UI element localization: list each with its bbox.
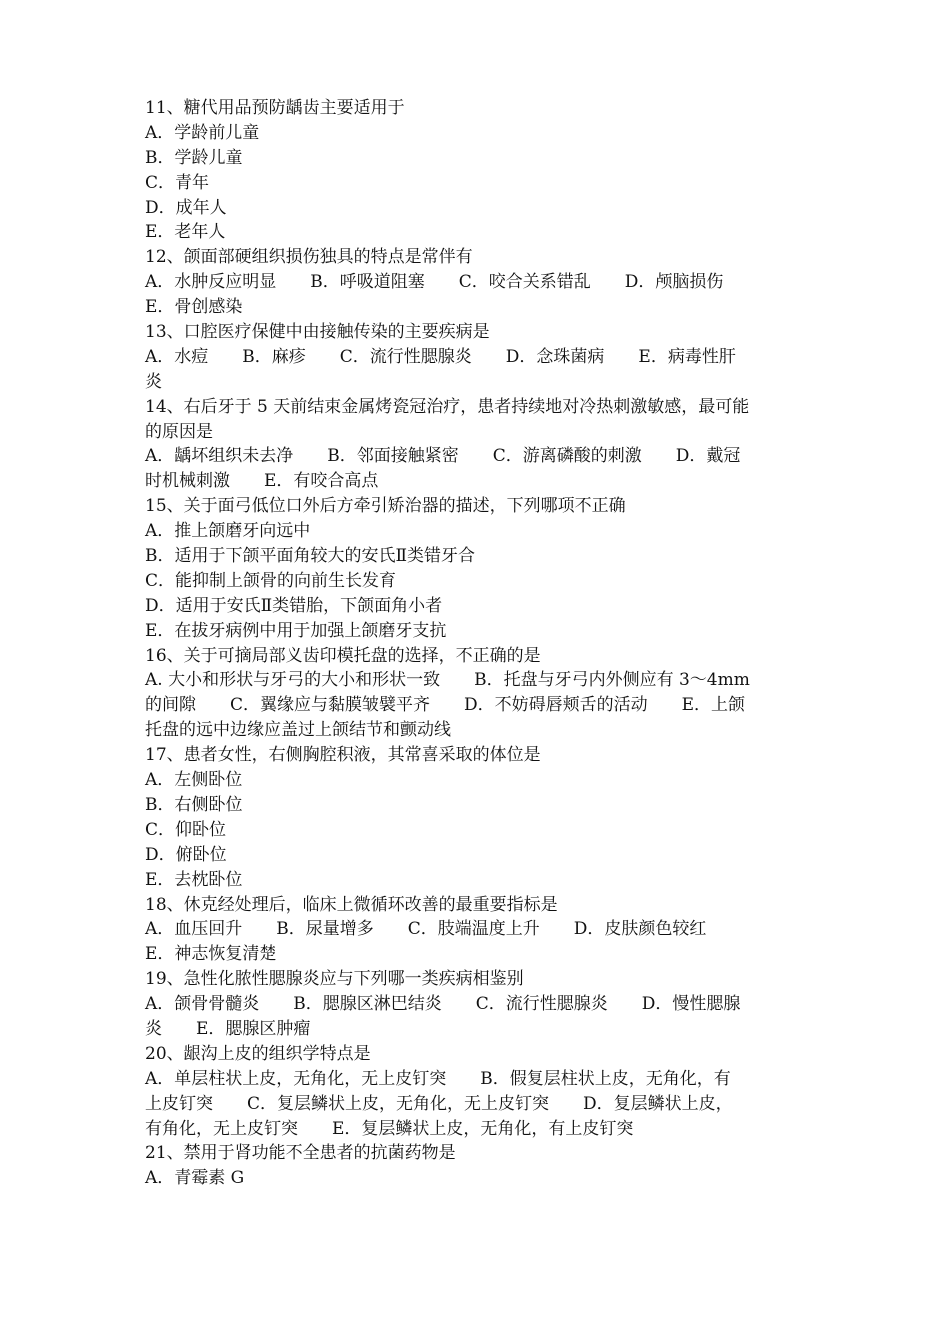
text-line: E．在拔牙病例中用于加强上颌磨牙支抗 [145, 620, 447, 641]
text-line: 时机械刺激 E．有咬合高点 [145, 471, 379, 492]
text-line: 19、急性化脓性腮腺炎应与下列哪一类疾病相鉴别 [145, 969, 524, 990]
text-line: A．左侧卧位 [145, 770, 243, 791]
text-line: A．龋坏组织未去净 B．邻面接触紧密 C．游离磷酸的刺激 D．戴冠 [145, 446, 741, 467]
text-line: C．青年 [145, 172, 210, 193]
text-line: 炎 [145, 371, 162, 392]
text-line: B．学龄儿童 [145, 147, 243, 168]
text-line: 13、口腔医疗保健中由接触传染的主要疾病是 [145, 322, 490, 343]
text-line: 16、关于可摘局部义齿印模托盘的选择，不正确的是 [145, 645, 541, 666]
text-line: D．适用于安氏Ⅱ类错胎，下颌面角小者 [145, 595, 443, 616]
text-line: E．老年人 [145, 222, 226, 243]
text-line: 有角化，无上皮钉突 E．复层鳞状上皮，无角化，有上皮钉突 [145, 1118, 634, 1139]
text-line: 20、龈沟上皮的组织学特点是 [145, 1043, 371, 1064]
text-line: 15、关于面弓低位口外后方牵引矫治器的描述，下列哪项不正确 [145, 496, 626, 517]
text-line: E．骨创感染 [145, 297, 243, 318]
text-line: A．单层柱状上皮，无角化，无上皮钉突 B．假复层柱状上皮，无角化，有 [145, 1068, 731, 1089]
text-line: 上皮钉突 C．复层鳞状上皮，无角化，无上皮钉突 D．复层鳞状上皮， [145, 1093, 733, 1114]
text-line: 12、颌面部硬组织损伤独具的特点是常伴有 [145, 247, 473, 268]
text-line: 21、禁用于肾功能不全患者的抗菌药物是 [145, 1143, 456, 1164]
text-line: 炎 E．腮腺区肿瘤 [145, 1018, 311, 1039]
text-line: A．水痘 B．麻疹 C．流行性腮腺炎 D．念珠菌病 E．病毒性肝 [145, 346, 736, 367]
text-line: A．颌骨骨髓炎 B．腮腺区淋巴结炎 C．流行性腮腺炎 D．慢性腮腺 [145, 994, 741, 1015]
text-line: A．青霉素 G [145, 1168, 245, 1189]
text-line: A．推上颌磨牙向远中 [145, 521, 311, 542]
document-body [145, 96, 810, 1191]
text-line: 18、休克经处理后，临床上微循环改善的最重要指标是 [145, 894, 558, 915]
text-line: 14、右后牙于 5 天前结束金属烤瓷冠治疗，患者持续地对冷热刺激敏感，最可能 [145, 396, 750, 417]
text-line: E．神志恢复清楚 [145, 944, 277, 965]
text-line: C．仰卧位 [145, 819, 227, 840]
text-line: B．适用于下颌平面角较大的安氏Ⅱ类错牙合 [145, 546, 476, 567]
text-line: A．血压回升 B．尿量增多 C．肢端温度上升 D．皮肤颜色较红 [145, 919, 707, 940]
text-line: 的间隙 C．翼缘应与黏膜皱襞平齐 D．不妨碍唇颊舌的活动 E．上颌 [145, 695, 746, 716]
text-line: 的原因是 [145, 421, 213, 442]
text-line: C．能抑制上颌骨的向前生长发育 [145, 570, 397, 591]
text-line: 托盘的远中边缘应盖过上颌结节和颤动线 [145, 720, 451, 741]
text-line: E．去枕卧位 [145, 869, 243, 890]
text-line: A．水肿反应明显 B．呼吸道阻塞 C．咬合关系错乱 D．颅脑损伤 [145, 272, 724, 293]
text-line: A. 大小和形状与牙弓的大小和形状一致 B．托盘与牙弓内外侧应有 3～4mm [145, 670, 750, 691]
text-line: D．成年人 [145, 197, 227, 218]
text-line: 17、患者女性，右侧胸腔积液，其常喜采取的体位是 [145, 745, 541, 766]
text-line: A．学龄前儿童 [145, 122, 260, 143]
text-line: D．俯卧位 [145, 844, 227, 865]
text-line: B．右侧卧位 [145, 794, 243, 815]
text-line: 11、糖代用品预防龋齿主要适用于 [145, 98, 405, 118]
